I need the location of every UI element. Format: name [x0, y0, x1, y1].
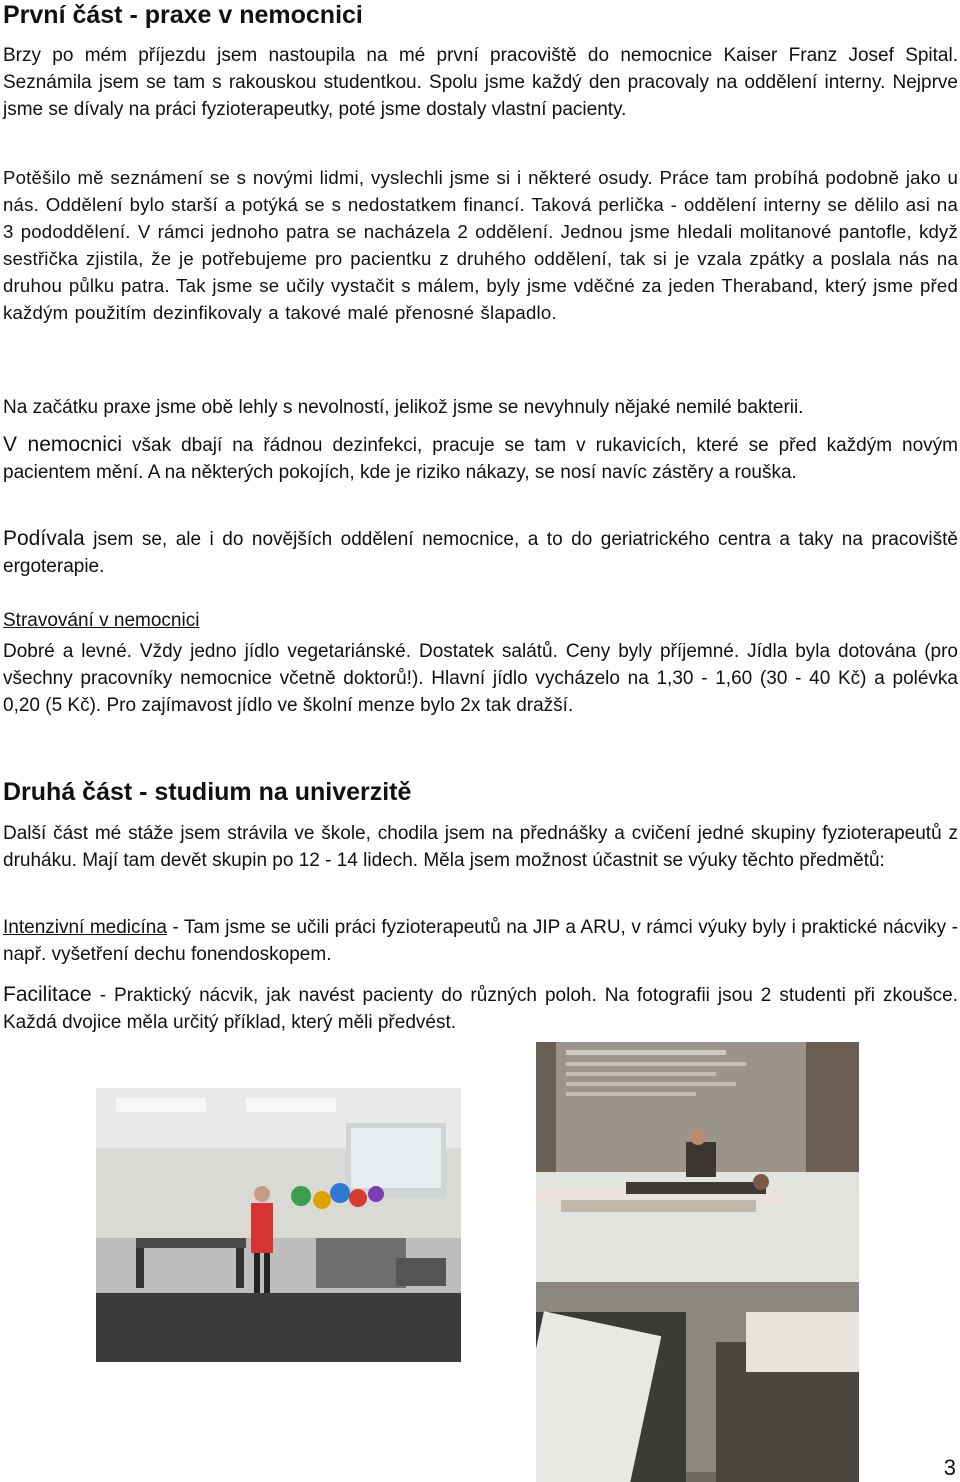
- paragraph: Další část mé stáže jsem strávila ve škole, chodila jsem na přednášky a cvičení jedné skupiny fyzioterapeutů z druháku. Mají tam devět skupin po 12 - 14 lidech. Měla jsem možnost účastnit se výuky těchto předmětů:: [3, 823, 958, 871]
- paragraph-text: jsem se, ale i do novějších oddělení nemocnice, a to do geriatrického centra a taky na pracoviště ergoterapie.: [3, 529, 958, 577]
- paragraph-lead: Facilitace: [3, 983, 92, 1006]
- paragraph-lead: Podívala: [3, 527, 85, 550]
- paragraph: Na začátku praxe jsme obě lehly s nevolností, jelikož jsme se nevyhnuly nějaké nemilé bakterii.: [3, 397, 804, 418]
- subheading: Stravování v nemocnici: [3, 610, 200, 631]
- paragraph: Dobré a levné. Vždy jedno jídlo vegetariánské. Dostatek salátů. Ceny byly příjemné. Jídla byla dotována (pro všechny pracovníky nemocnice včetně doktorů!). Hlavní jídlo vycházelo na 1,30 - 1,60 (30 - 40 Kč) a polévka 0,20 (5 Kč). Pro zajímavost jídlo ve školní menze bylo 2x tak dražší.: [3, 641, 958, 716]
- paragraph-lead: V nemocnici: [3, 433, 123, 456]
- paragraph: Brzy po mém příjezdu jsem nastoupila na mé první pracoviště do nemocnice Kaiser Franz Josef Spital. Seznámila jsem se tam s rakouskou studentkou. Spolu jsme každý den pracovaly na oddělení interny. Nejprve jsme se dívaly na práci fyzioterapeutky, poté jsme dostaly vlastní pacienty.: [3, 45, 958, 120]
- paragraph-text: však dbají na řádnou dezinfekci, pracuje se tam v rukavicích, které se před každým novým pacientem mění. A na některých pokojích, kde je riziko nákazy, se nosí navíc zástěry a rouška.: [3, 435, 958, 483]
- section-title-2: Druhá část - studium na univerzitě: [3, 778, 412, 806]
- paragraph-text: - Praktický nácvik, jak navést pacienty do různých poloh. Na fotografii jsou 2 studenti při zkoušce. Každá dvojice měla určitý příklad, který měli předvést.: [3, 985, 958, 1033]
- paragraph-lead: Intenzivní medicína: [3, 917, 167, 938]
- paragraph: [3, 525, 958, 580]
- gym-photo: [96, 1088, 461, 1362]
- page-number: 3: [943, 1455, 956, 1480]
- paragraph: [3, 914, 958, 968]
- paragraph-text: - Tam jsme se učili práci fyzioterapeutů na JIP a ARU, v rámci výuky byly i praktické nácviky - např. vyšetření dechu fonendoskopem.: [3, 917, 958, 965]
- section-title-1: První část - praxe v nemocnici: [3, 1, 363, 29]
- classroom-photo: [536, 1042, 859, 1482]
- paragraph: Potěšilo mě seznámení se s novými lidmi, vyslechli jsme si i některé osudy. Práce tam probíhá podobně jako u nás. Oddělení bylo starší a potýká se s nedostatkem financí. Taková perlička - oddělení interny se dělilo asi na 3 pododdělení. V rámci jednoho patra se nacházela 2 oddělení. Jednou jsme hledali molitanové pantofle, když sestřička zjistila, že je potřebujeme pro pacientku z druhého oddělení, tak si je vzala zpátky a poslala nás na druhou půlku patra. Tak jsme se učily vystačit s málem, byly jsme vděčné za jeden Theraband, který jsme před každým použitím dezinfikovaly a takové malé přenosné šlapadlo.: [3, 167, 958, 323]
- paragraph: [3, 431, 958, 486]
- paragraph: [3, 981, 958, 1036]
